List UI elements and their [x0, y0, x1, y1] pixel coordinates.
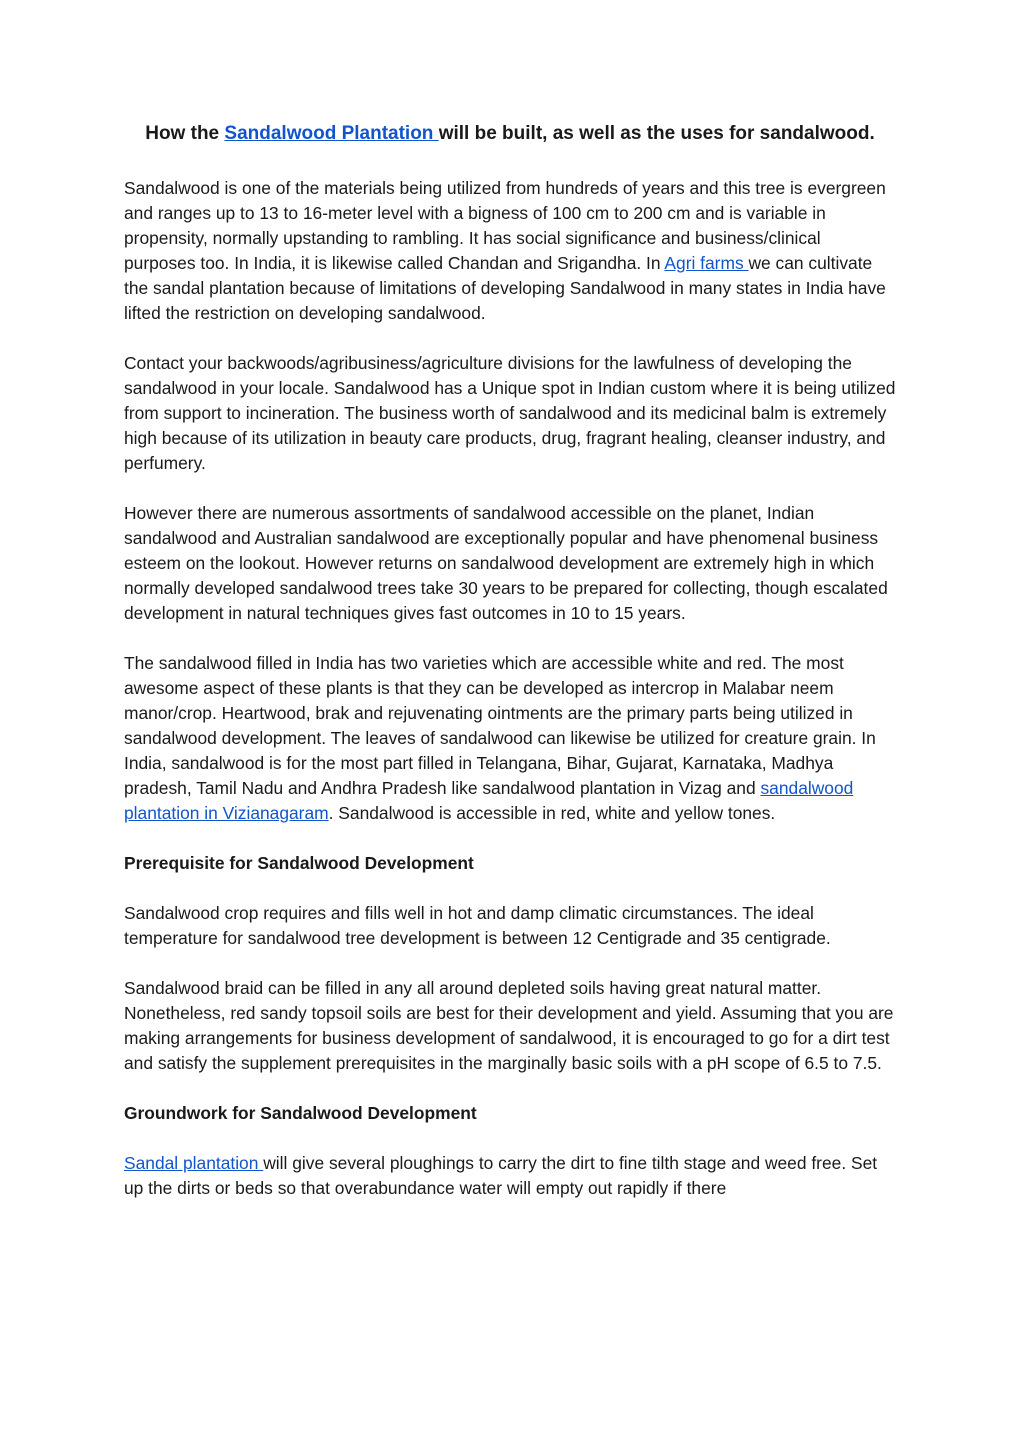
paragraph-groundwork [124, 1151, 896, 1201]
agri-farms-link[interactable]: Agri farms [664, 253, 749, 273]
sandalwood-plantation-link[interactable]: Sandalwood Plantation [224, 123, 439, 144]
title-suffix: will be built, as well as the uses for sandalwood. [438, 123, 875, 144]
heading-prerequisite: Prerequisite for Sandalwood Development [124, 853, 474, 873]
document-title [124, 120, 896, 148]
paragraph-contact: Contact your backwoods/agribusiness/agriculture divisions for the lawfulness of developing the sandalwood in your locale. Sandalwood has a Unique spot in Indian custom where it is being utilized from support to incineration. The business worth of sandalwood and its medicinal balm is extremely high because of its utilization in beauty care products, drug, fragrant healing, cleanser industry, and perfumery. [124, 353, 896, 473]
varieties-text-end: . Sandalwood is accessible in red, white and yellow tones. [328, 803, 776, 823]
intro-text-end: we can cultivate the sandal plantation because of limitations of developing Sandalwood in many states in India have lifted the restriction on developing sandalwood. [124, 253, 886, 323]
paragraph-intro [124, 176, 896, 326]
paragraph-soil: Sandalwood braid can be filled in any all around depleted soils having great natural matter. Nonetheless, red sandy topsoil soils are best for their development and yield. Assuming that you are making arrangements for business development of sandalwood, it is encouraged to go for a dirt test and satisfy the supplement prerequisites in the marginally basic soils with a pH scope of 6.5 to 7.5. [124, 978, 894, 1073]
groundwork-text: will give several ploughings to carry the dirt to fine tilth stage and weed free. Set up the dirts or beds so that overabundance water will empty out rapidly if there [124, 1153, 878, 1198]
paragraph-climate: Sandalwood crop requires and fills well in hot and damp climatic circumstances. The ideal temperature for sandalwood tree development is between 12 Centigrade and 35 centigrade. [124, 903, 831, 948]
varieties-text-start: The sandalwood filled in India has two varieties which are accessible white and red. The most awesome aspect of these plants is that they can be developed as intercrop in Malabar neem manor/crop. Heartwood, brak and rejuvenating ointments are the primary parts being utilized in sandalwood development. The leaves of sandalwood can likewise be utilized for creature grain. In India, sandalwood is for the most part filled in Telangana, Bihar, Gujarat, Karnataka, Madhya pradesh, Tamil Nadu and Andhra Pradesh like sandalwood plantation in Vizag and [124, 653, 876, 798]
title-prefix: How the [145, 123, 225, 144]
heading-groundwork: Groundwork for Sandalwood Development [124, 1103, 477, 1123]
vizianagaram-plantation-link[interactable]: sandalwood plantation in Vizianagaram [124, 778, 854, 823]
paragraph-assortments: However there are numerous assortments of sandalwood accessible on the planet, Indian sandalwood and Australian sandalwood are exceptionally popular and have phenomenal business esteem on the lookout. However returns on sandalwood development are extremely high in which normally developed sandalwood trees take 30 years to be prepared for collecting, though escalated development in natural techniques gives fast outcomes in 10 to 15 years. [124, 503, 888, 623]
intro-text-start: Sandalwood is one of the materials being utilized from hundreds of years and this tree is evergreen and ranges up to 13 to 16-meter level with a bigness of 100 cm to 200 cm and is variable in propensity, normally upstanding to rambling. It has social significance and business/clinical purposes too. In India, it is likewise called Chandan and Srigandha. In [124, 178, 886, 273]
paragraph-varieties [124, 651, 896, 826]
document-page [124, 120, 896, 1226]
sandal-plantation-link[interactable]: Sandal plantation [124, 1153, 264, 1173]
